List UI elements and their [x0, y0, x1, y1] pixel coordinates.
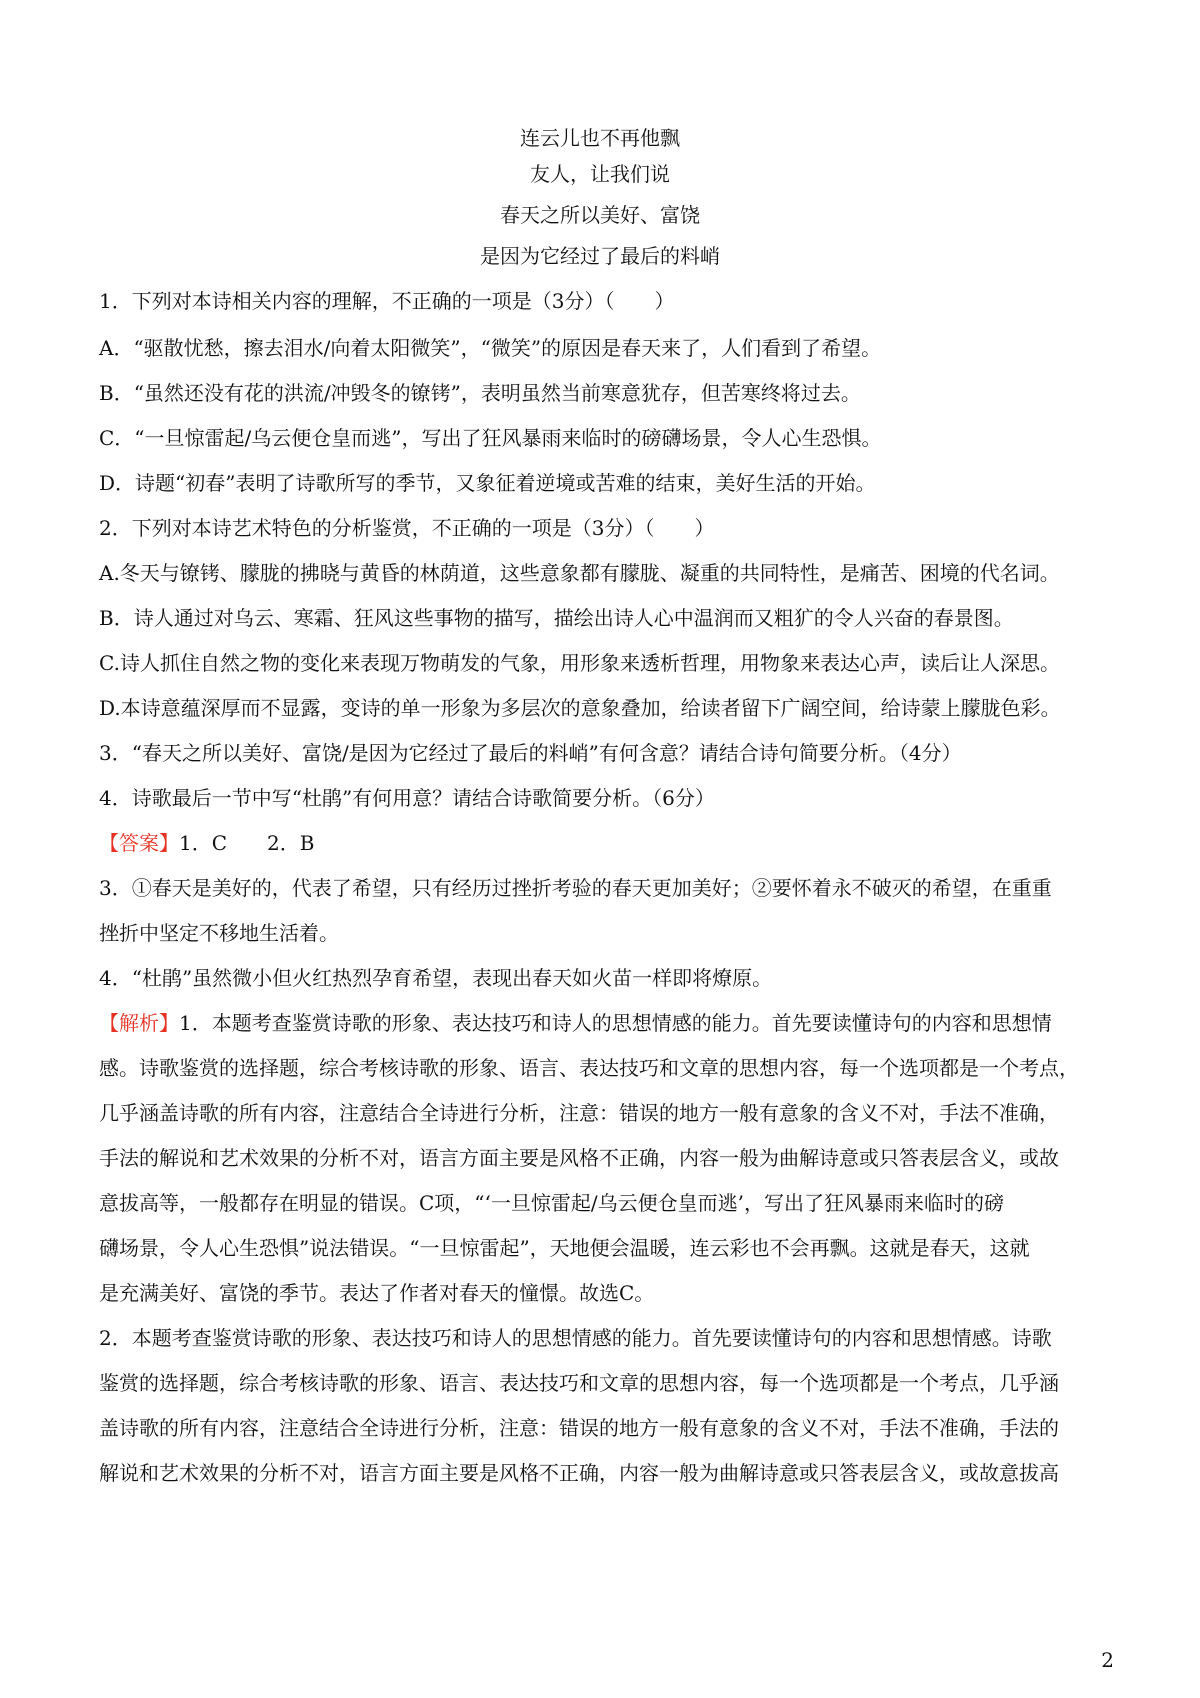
- question-1-option-a: A．“驱散忧愁，擦去泪水/向着太阳微笑”，“微笑”的原因是春天来了，人们看到了希望。: [99, 336, 882, 360]
- analysis-line: 手法的解说和艺术效果的分析不对，语言方面主要是风格不正确，内容一般为曲解诗意或只答表层含义，或故: [99, 1146, 1059, 1170]
- question-2-option-d: D.本诗意蕴深厚而不显露，变诗的单一形象为多层次的意象叠加，给读者留下广阔空间，给诗蒙上朦胧色彩。: [99, 696, 1061, 720]
- poem-line: 是因为它经过了最后的料峭: [480, 244, 720, 268]
- answer-line: [99, 831, 1109, 855]
- analysis-line: 是充满美好、富饶的季节。表达了作者对春天的憧憬。故选C。: [99, 1281, 655, 1305]
- page-number: 2: [1101, 1648, 1114, 1672]
- poem-line: 春天之所以美好、富饶: [500, 203, 700, 227]
- analysis-line: 几乎涵盖诗歌的所有内容，注意结合全诗进行分析，注意：错误的地方一般有意象的含义不对，手法不准确，: [99, 1101, 1059, 1125]
- question-2-option-a: A.冬天与镣铐、朦胧的拂晓与黄昏的林荫道，这些意象都有朦胧、凝重的共同特性，是痛苦、困境的代名词。: [99, 561, 1060, 585]
- poem-line: 连云儿也不再他飘: [520, 126, 680, 150]
- answer-3-line: 挫折中坚定不移地生活着。: [99, 921, 339, 945]
- question-1-option-d: D．诗题“初春”表明了诗歌所写的季节，又象征着逆境或苦难的结束，美好生活的开始。: [99, 471, 876, 495]
- answer-4: 4．“杜鹃”虽然微小但火红热烈孕育希望，表现出春天如火苗一样即将燎原。: [99, 966, 773, 990]
- analysis-line: 鉴赏的选择题，综合考核诗歌的形象、语言、表达技巧和文章的思想内容，每一个选项都是一个考点，几乎涵: [99, 1371, 1059, 1395]
- answer-3-line: 3．①春天是美好的，代表了希望，只有经历过挫折考验的春天更加美好；②要怀着永不破灭的希望，在重重: [99, 876, 1052, 900]
- question-2-option-c: C.诗人抓住自然之物的变化来表现万物萌发的气象，用形象来透析哲理，用物象来表达心声，读后让人深思。: [99, 651, 1060, 675]
- analysis-line: [99, 1011, 1109, 1035]
- question-2-option-b: B．诗人通过对乌云、寒霜、狂风这些事物的描写，描绘出诗人心中温润而又粗犷的令人兴奋的春景图。: [99, 606, 1014, 630]
- question-2-stem: 2．下列对本诗艺术特色的分析鉴赏，不正确的一项是（3分）（ ）: [99, 516, 715, 540]
- analysis-line: 意拔高等，一般都存在明显的错误。C项，“‘一旦惊雷起/乌云便仓皇而逃’，写出了狂风暴雨来临时的磅: [99, 1191, 1004, 1215]
- analysis-line: 解说和艺术效果的分析不对，语言方面主要是风格不正确，内容一般为曲解诗意或只答表层含义，或故意拔高: [99, 1461, 1059, 1485]
- question-1-option-b: B．“虽然还没有花的洪流/冲毁冬的镣铐”，表明虽然当前寒意犹存，但苦寒终将过去。: [99, 381, 861, 405]
- answer-tag: 【答案】: [99, 831, 179, 855]
- answer-mc: 1．C 2．B: [179, 831, 315, 855]
- analysis-text: 1．本题考查鉴赏诗歌的形象、表达技巧和诗人的思想情感的能力。首先要读懂诗句的内容和思想情: [179, 1011, 1052, 1035]
- question-1-option-c: C．“一旦惊雷起/乌云便仓皇而逃”，写出了狂风暴雨来临时的磅礴场景，令人心生恐惧。: [99, 426, 882, 450]
- analysis-line: 盖诗歌的所有内容，注意结合全诗进行分析，注意：错误的地方一般有意象的含义不对，手法不准确，手法的: [99, 1416, 1059, 1440]
- analysis-tag: 【解析】: [99, 1011, 179, 1035]
- poem-line: 友人，让我们说: [530, 162, 670, 186]
- analysis-line: 2．本题考查鉴赏诗歌的形象、表达技巧和诗人的思想情感的能力。首先要读懂诗句的内容和思想情感。诗歌: [99, 1326, 1052, 1350]
- question-4: 4．诗歌最后一节中写“杜鹃”有何用意？请结合诗歌简要分析。（6分）: [99, 786, 715, 810]
- analysis-line: 感。诗歌鉴赏的选择题，综合考核诗歌的形象、语言、表达技巧和文章的思想内容，每一个选项都是一个考点，: [99, 1056, 1079, 1080]
- question-3: 3．“春天之所以美好、富饶/是因为它经过了最后的料峭”有何含意？请结合诗句简要分析。（4分）: [99, 741, 962, 765]
- question-1-stem: 1．下列对本诗相关内容的理解，不正确的一项是（3分）（ ）: [99, 289, 675, 313]
- analysis-line: 礴场景，令人心生恐惧”说法错误。“一旦惊雷起”，天地便会温暖，连云彩也不会再飘。这就是春天，这就: [99, 1236, 1030, 1260]
